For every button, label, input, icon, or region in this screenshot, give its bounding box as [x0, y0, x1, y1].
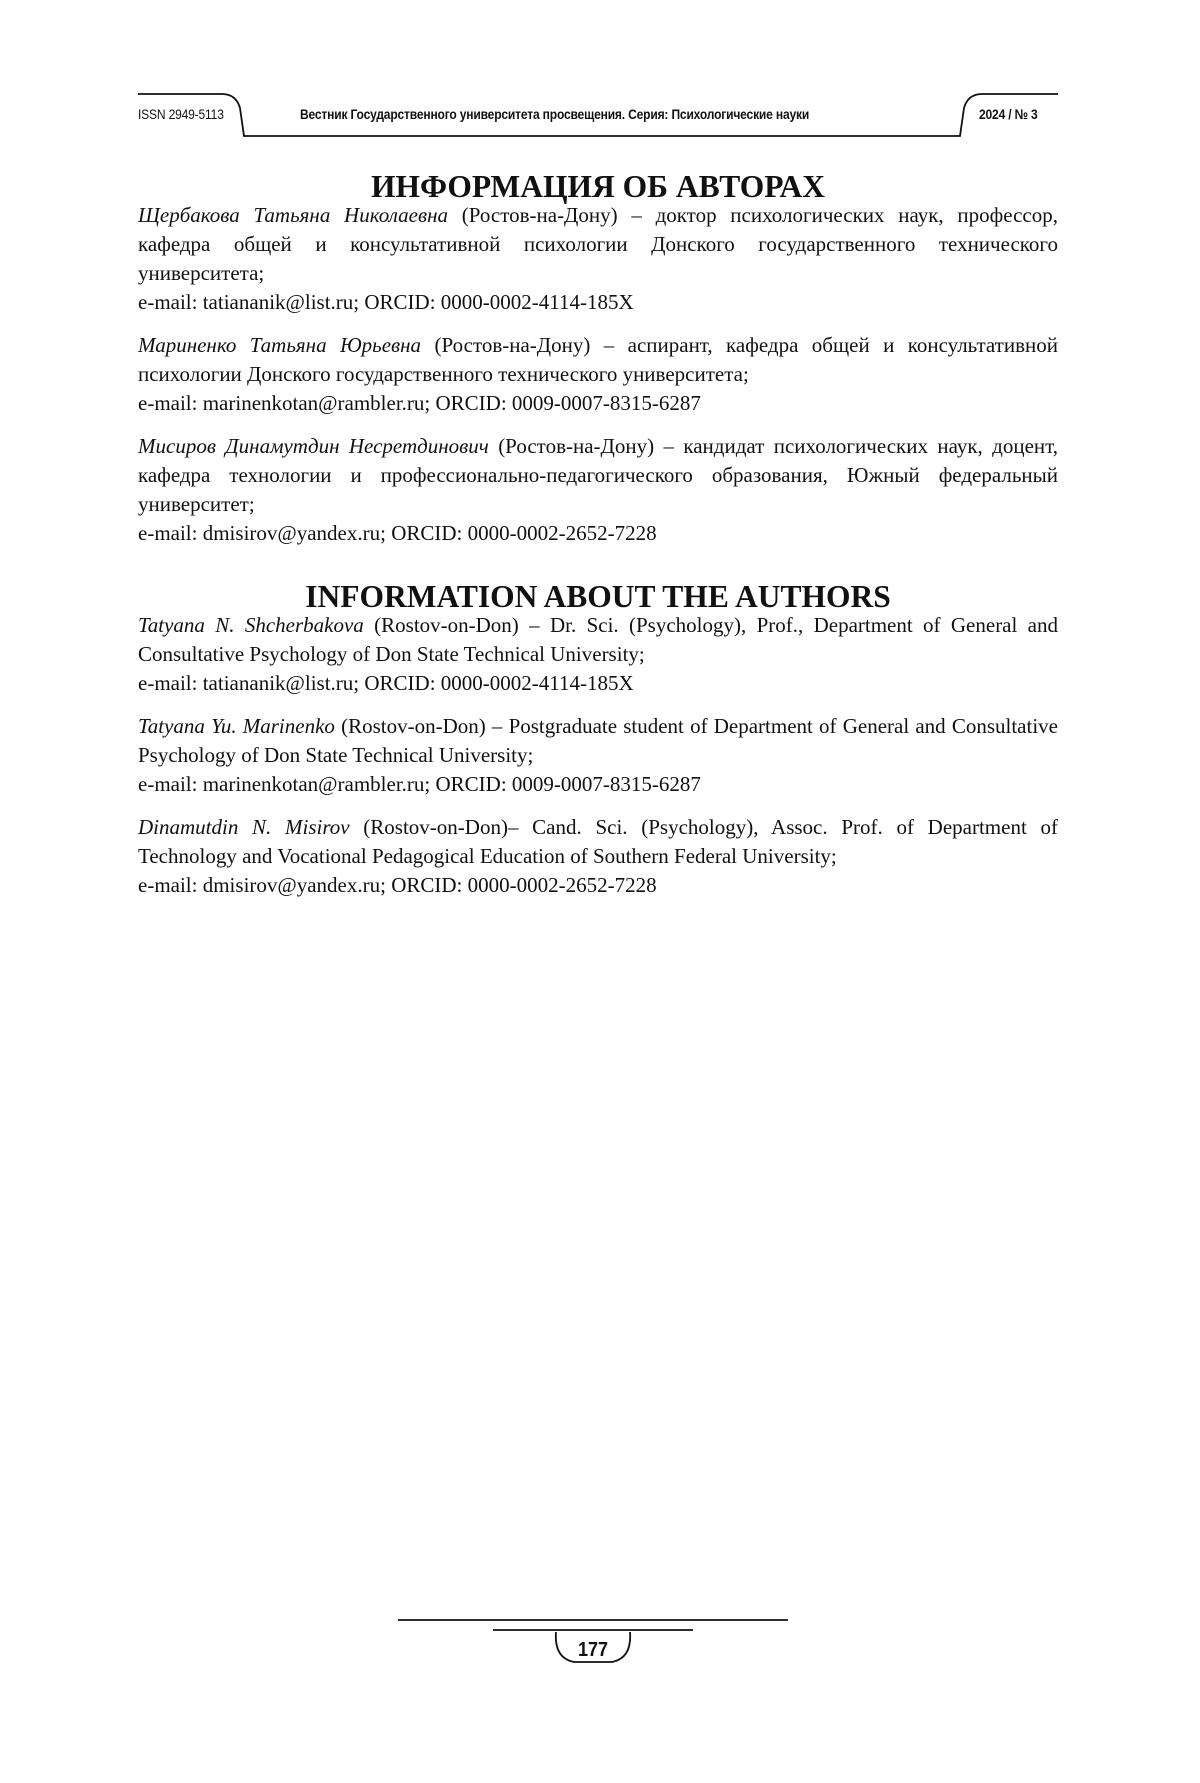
page-footer: [398, 1618, 788, 1678]
running-header: [138, 92, 1058, 138]
section-title-ru: ИНФОРМАЦИЯ ОБ АВТОРАХ: [370, 169, 826, 204]
author-name: Tatyana N. Shcherbakova: [138, 613, 364, 637]
author-contacts: e-mail: dmisirov@yandex.ru; ORCID: 0000-0002-2652-7228: [138, 873, 657, 897]
header-issn: ISSN 2949-5113: [138, 106, 224, 122]
author-description: (Ростов-на-Дону) – доктор психологических наук, профессор, кафедра общей и консультативной психологии Донского государственного технического университета;: [138, 203, 1058, 285]
author-contacts: e-mail: marinenkotan@rambler.ru; ORCID: 0009-0007-8315-6287: [138, 391, 701, 415]
author-entry: [138, 611, 1058, 698]
page-number: 177: [577, 1639, 609, 1661]
author-name: Мисиров Динамутдин Несретдинович: [138, 434, 489, 458]
author-contacts: e-mail: tatiananik@list.ru; ORCID: 0000-0002-4114-185X: [138, 290, 634, 314]
author-name: Щербакова Татьяна Николаевна: [138, 203, 448, 227]
section-title-en: INFORMATION ABOUT THE AUTHORS: [305, 579, 891, 614]
author-name: Dinamutdin N. Misirov: [138, 815, 350, 839]
author-contacts: e-mail: dmisirov@yandex.ru; ORCID: 0000-0002-2652-7228: [138, 521, 657, 545]
author-description: (Rostov-on-Don) – Postgraduate student of Department of General and Consultative Psychology of Don State Technical University;: [138, 714, 1058, 767]
author-description: (Rostov-on-Don) – Dr. Sci. (Psychology), Prof., Department of General and Consultative Psychology of Don State Technical University;: [138, 613, 1058, 666]
author-entry: [138, 201, 1058, 317]
author-name: Tatyana Yu. Marinenko: [138, 714, 335, 738]
author-contacts: e-mail: marinenkotan@rambler.ru; ORCID: 0009-0007-8315-6287: [138, 772, 701, 796]
author-description: (Ростов-на-Дону) – кандидат психологических наук, доцент, кафедра технологии и профессионально-педагогического образования, Южный федеральный университет;: [138, 434, 1058, 516]
header-issue: 2024 / № 3: [979, 106, 1038, 122]
author-description: (Rostov-on-Don)– Cand. Sci. (Psychology), Assoc. Prof. of Department of Technology and Vocational Pedagogical Education of Southern Federal University;: [138, 815, 1059, 868]
author-description: (Ростов-на-Дону) – аспирант, кафедра общей и консультативной психологии Донского государственного технического университета;: [138, 333, 1058, 386]
author-entry: [138, 813, 1058, 900]
author-name: Мариненко Татьяна Юрьевна: [138, 333, 422, 357]
author-entry: [138, 432, 1058, 548]
author-entry: [138, 712, 1058, 799]
header-journal-title: Вестник Государственного университета просвещения. Серия: Психологические науки: [300, 106, 810, 122]
authors-info: [138, 169, 1059, 914]
author-entry: [138, 331, 1058, 418]
author-contacts: e-mail: tatiananik@list.ru; ORCID: 0000-0002-4114-185X: [138, 671, 634, 695]
